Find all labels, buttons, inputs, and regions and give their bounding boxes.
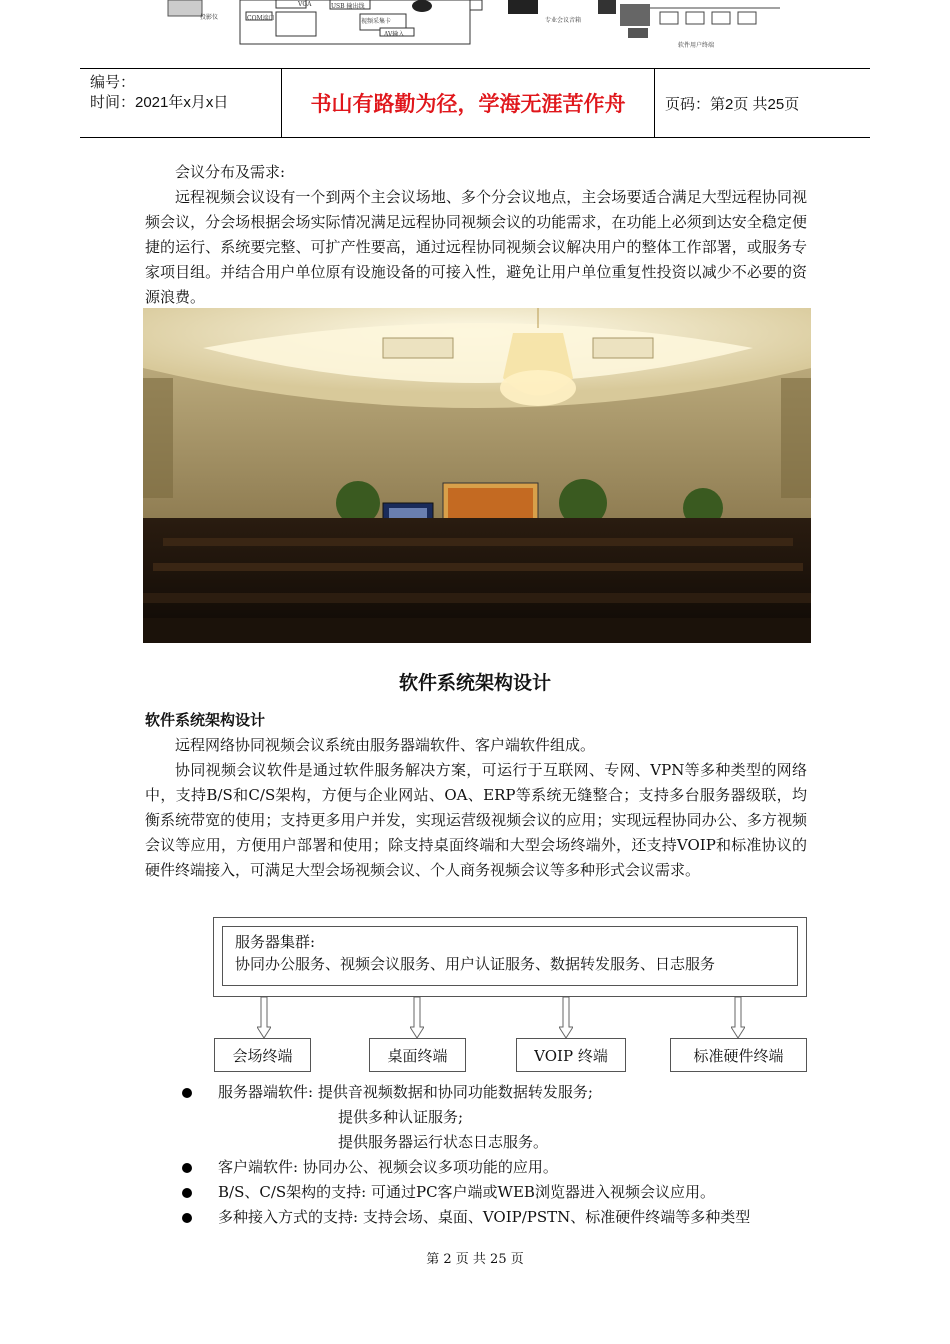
intro-heading: 会议分布及需求: bbox=[175, 163, 286, 181]
bullet-icon bbox=[182, 1188, 192, 1198]
list-item: B/S、C/S架构的支持: 可通过PC客户端或WEB浏览器进入视频会议应用。 bbox=[180, 1180, 820, 1205]
diagram-label: VGA bbox=[298, 1, 312, 8]
server-cluster-inner bbox=[222, 926, 798, 986]
down-arrow-icon bbox=[257, 997, 271, 1038]
list-item: 客户端软件: 协同办公、视频会议多项功能的应用。 bbox=[180, 1155, 820, 1180]
bullet-icon bbox=[182, 1088, 192, 1098]
section-paragraph-1: 远程网络协同视频会议系统由服务器端软件、客户端软件组成。 bbox=[175, 736, 596, 754]
number-label: 编号： bbox=[90, 74, 136, 91]
header-page-code: 页码：第2页 共25页 bbox=[665, 95, 800, 113]
diagram-label: 专业会议音箱 bbox=[545, 17, 582, 24]
list-subitem: 提供多种认证服务; bbox=[338, 1108, 464, 1126]
top-diagram-fragment bbox=[0, 0, 950, 56]
bullet-icon bbox=[182, 1213, 192, 1223]
terminal-desktop: 桌面终端 bbox=[369, 1038, 466, 1072]
diagram-label: AV输入 bbox=[384, 31, 405, 38]
conference-room-photo bbox=[143, 308, 811, 643]
intro-paragraph: 远程视频会议设有一个到两个主会议场地、多个分会议地点，主会场要适合满足大型远程协同视频会议，分会场根据会场实际情况满足远程协同视频会议的功能需求，在功能上必须到达安全稳定便捷的运行、系统要完整、可扩产性要高，通过远程协同视频会议解决用户的整体工作部署，或服务专家项目组。并结合用户单位原有设施设备的可接入性，避免让用户单位重复性投资以减少不必要的资源浪费。 bbox=[145, 188, 807, 306]
section-paragraph-2: 协同视频会议软件是通过软件服务解决方案，可运行于互联网、专网、VPN等多种类型的网络中，支持B/S和C/S架构，方便与企业网站、OA、ERP等系统无缝整合；支持多台服务器级联，均衡系统带宽的使用；支持更多用户并发，实现运营级视频会议的应用；实现远程协同办公、多方视频会议等应用，方便用户部署和使用；除支持桌面终端和大型会场终端外，还支持VOIP和标准协议的硬件终端接入，可满足大型会场视频会议、个人商务视频会议等多种形式会议需求。 bbox=[145, 761, 807, 879]
down-arrow-icon bbox=[410, 997, 424, 1038]
diagram-label: USB 输出线 bbox=[331, 3, 365, 10]
cluster-services: 协同办公服务、视频会议服务、用户认证服务、数据转发服务、日志服务 bbox=[235, 955, 716, 973]
conference-room-image bbox=[143, 308, 811, 643]
diagram-label: 投影仪 bbox=[200, 14, 219, 21]
down-arrow-icon bbox=[559, 997, 573, 1038]
cluster-title: 服务器集群: bbox=[235, 933, 316, 951]
down-arrow-icon bbox=[731, 997, 745, 1038]
page-footer: 第 2 页 共 25 页 bbox=[426, 1252, 524, 1267]
time-label: 时间：2021年x月x日 bbox=[90, 94, 229, 111]
terminal-venue: 会场终端 bbox=[214, 1038, 311, 1072]
list-item: 多种接入方式的支持: 支持会场、桌面、VOIP/PSTN、标准硬件终端等多种类型 bbox=[180, 1205, 820, 1230]
feature-list bbox=[180, 1080, 820, 1230]
network-diagram bbox=[0, 0, 950, 56]
section-title: 软件系统架构设计 bbox=[398, 672, 551, 694]
terminal-hardware: 标准硬件终端 bbox=[670, 1038, 807, 1072]
diagram-label: COM端口 bbox=[247, 15, 275, 22]
header-motto: 书山有路勤为径，学海无涯苦作舟 bbox=[282, 69, 655, 137]
section-subtitle: 软件系统架构设计 bbox=[145, 711, 266, 729]
terminal-voip: VOIP 终端 bbox=[516, 1038, 626, 1072]
page-header bbox=[80, 68, 870, 138]
list-subitem: 提供服务器运行状态日志服务。 bbox=[338, 1133, 549, 1151]
diagram-label: 软件用户终端 bbox=[678, 42, 715, 49]
list-item: 服务器端软件: 提供音视频数据和协同功能数据转发服务; bbox=[180, 1080, 820, 1105]
header-meta bbox=[80, 69, 282, 137]
server-cluster-box bbox=[213, 917, 807, 997]
diagram-label: 视频采集卡 bbox=[361, 18, 392, 25]
bullet-icon bbox=[182, 1163, 192, 1173]
